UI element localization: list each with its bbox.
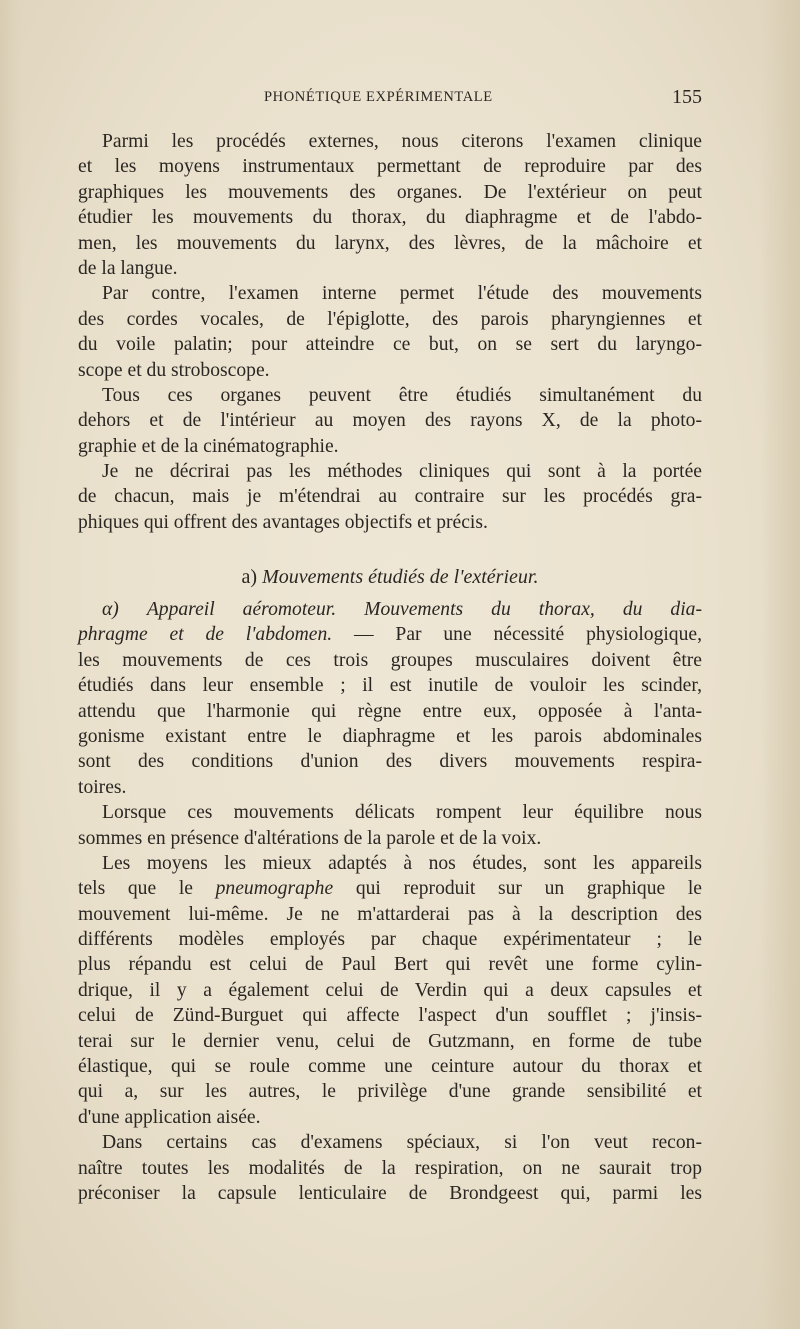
text-line: Je ne décrirai pas les méthodes cliniques qui sont à la portée — [102, 461, 702, 483]
text-line: de la langue. — [78, 257, 178, 279]
text-line: les mouvements de ces trois groupes musculaires doivent être — [78, 649, 702, 671]
text-line: scope et du stroboscope. — [78, 359, 270, 381]
body-text-bottom — [78, 597, 702, 1206]
text-line: sont des conditions d'union des divers mouvements respira- — [78, 751, 702, 773]
text-line: élastique, qui se roule comme une ceinture autour du thorax et — [78, 1056, 702, 1078]
text-line: Les moyens les mieux adaptés à nos études, sont les appareils — [102, 852, 702, 874]
pneumographe-term: pneumographe — [215, 878, 334, 900]
subsection-heading-line — [78, 622, 702, 647]
text-line: étudiés dans leur ensemble ; il est inutile de vouloir les scinder, — [78, 675, 702, 697]
text-fragment: tels que le — [78, 878, 216, 900]
text-line: du voile palatin; pour atteindre ce but, on se sert du laryngo- — [78, 334, 702, 356]
text-line: de chacun, mais je m'étendrai au contraire sur les procédés gra- — [78, 486, 702, 508]
text-line: Tous ces organes peuvent être étudiés simultanément du — [102, 384, 702, 406]
running-head — [78, 86, 702, 116]
subsection-title-line2: phragme et de l'abdomen. — [78, 624, 333, 646]
text-line — [78, 876, 702, 901]
section-title: Mouvements étudiés de l'extérieur. — [262, 566, 539, 588]
text-line: celui de Zünd-Burguet qui affecte l'aspect d'un soufflet ; j'insis- — [78, 1005, 702, 1027]
page-number: 155 — [672, 86, 702, 108]
subsection-heading-line — [78, 597, 702, 622]
text-line: préconiser la capsule lenticulaire de Brondgeest qui, parmi les — [78, 1182, 702, 1204]
text-line: graphiques les mouvements des organes. De l'extérieur on peut — [78, 181, 702, 203]
scan-shadow-left — [0, 0, 22, 1329]
text-line: d'une application aisée. — [78, 1106, 261, 1128]
text-line: Par contre, l'examen interne permet l'étude des mouvements — [102, 283, 702, 305]
text-line: Dans certains cas d'examens spéciaux, si l'on veut recon- — [102, 1132, 702, 1154]
text-line: étudier les mouvements du thorax, du diaphragme et de l'abdo- — [78, 207, 702, 229]
text-line: toires. — [78, 776, 127, 798]
scan-shadow-right — [760, 0, 800, 1329]
text-line: drique, il y a également celui de Verdin qui a deux capsules et — [78, 979, 702, 1001]
subsection-text: — Par une nécessité physiologique, — [332, 624, 702, 646]
text-line: men, les mouvements du larynx, des lèvres, de la mâchoire et — [78, 232, 702, 254]
text-line: dehors et de l'intérieur au moyen des rayons X, de la photo- — [78, 410, 702, 432]
body-text-top — [78, 129, 702, 535]
text-line: différents modèles employés par chaque expérimentateur ; le — [78, 929, 702, 951]
text-line: Lorsque ces mouvements délicats rompent leur équilibre nous — [102, 802, 702, 824]
subsection-title-line1: Appareil aéromoteur. Mouvements du thorax, du dia- — [146, 599, 702, 620]
text-line: graphie et de la cinématographie. — [78, 435, 339, 457]
section-label: a) — [241, 566, 258, 588]
text-line: qui a, sur les autres, le privilège d'une grande sensibilité et — [78, 1081, 702, 1103]
text-line: gonisme existant entre le diaphragme et les parois abdominales — [78, 725, 702, 747]
text-line: des cordes vocales, de l'épiglotte, des parois pharyngiennes et — [78, 308, 702, 330]
running-title: PHONÉTIQUE EXPÉRIMENTALE — [264, 89, 493, 105]
text-line: sommes en présence d'altérations de la parole et de la voix. — [78, 827, 542, 849]
text-line: attendu que l'harmonie qui règne entre eux, opposée à l'anta- — [78, 700, 702, 722]
text-line: terai sur le dernier venu, celui de Gutzmann, en forme de tube — [78, 1030, 702, 1052]
text-line: phiques qui offrent des avantages objectifs et précis. — [78, 511, 488, 533]
text-line: Parmi les procédés externes, nous citerons l'examen clinique — [102, 131, 702, 152]
subsection-label: α) — [102, 599, 119, 620]
text-line: mouvement lui-même. Je ne m'attarderai pas à la description des — [78, 903, 702, 925]
text-fragment: qui reproduit sur un graphique le — [333, 878, 703, 900]
text-line: et les moyens instrumentaux permettant de reproduire par des — [78, 156, 702, 178]
text-line: plus répandu est celui de Paul Bert qui revêt une forme cylin- — [78, 954, 702, 976]
section-heading — [78, 562, 702, 592]
text-line: naître toutes les modalités de la respiration, on ne saurait trop — [78, 1157, 702, 1179]
